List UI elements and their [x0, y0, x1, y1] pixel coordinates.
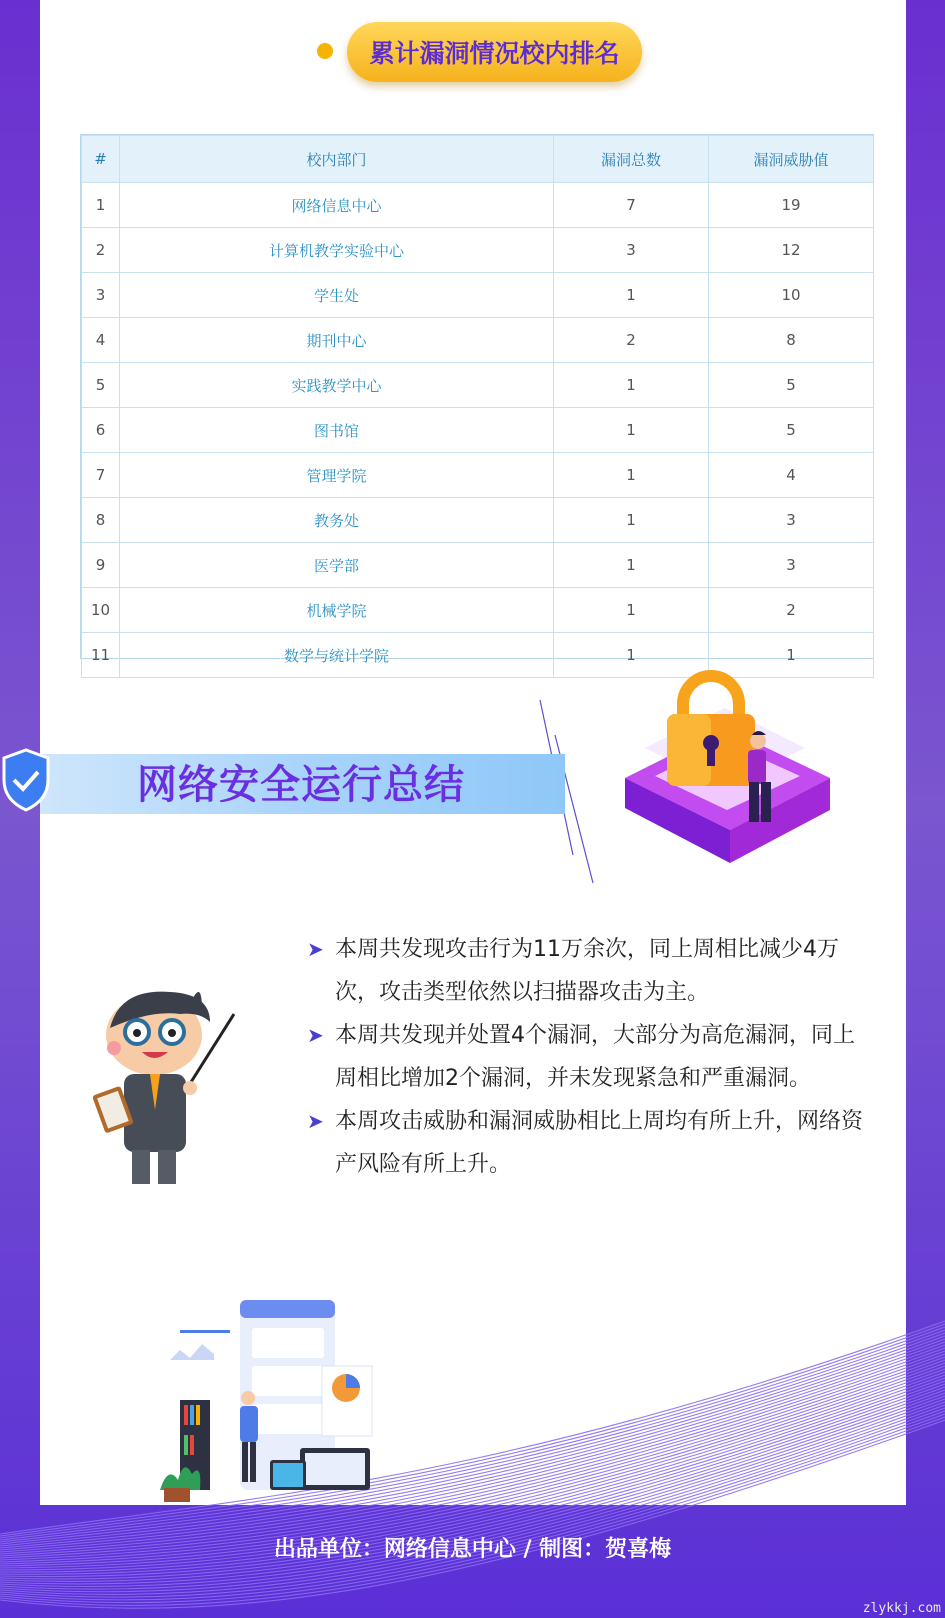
- cell-total: 1: [554, 453, 709, 498]
- cell-threat: 1: [709, 633, 874, 678]
- table-row: [82, 453, 874, 498]
- table-row: [82, 273, 874, 318]
- title-dot: [317, 43, 333, 59]
- cell-department: 数学与统计学院: [120, 633, 554, 678]
- section-title-ranking: 累计漏洞情况校内排名: [347, 22, 642, 82]
- table-row: [82, 408, 874, 453]
- wave-line: [0, 1321, 945, 1534]
- cell-total: 1: [554, 633, 709, 678]
- cell-threat: 5: [709, 408, 874, 453]
- cell-department: 医学部: [120, 543, 554, 588]
- cell-threat: 3: [709, 543, 874, 588]
- cell-department: 网络信息中心: [120, 183, 554, 228]
- vulnerability-ranking-table: [80, 134, 874, 665]
- cell-total: 7: [554, 183, 709, 228]
- summary-bullet-1: ➤ 本周共发现攻击行为11万余次，同上周相比减少4万次，攻击类型依然以扫描器攻击为主。: [305, 928, 875, 1014]
- cell-department: 图书馆: [120, 408, 554, 453]
- watermark: zlykkj.com: [862, 1601, 941, 1616]
- cell-threat: 2: [709, 588, 874, 633]
- footer-credit: 出品单位：网络信息中心 / 制图：贺喜梅: [273, 1537, 672, 1562]
- cell-index: 3: [82, 273, 120, 318]
- cell-department: 计算机教学实验中心: [120, 228, 554, 273]
- table-row: [82, 363, 874, 408]
- table-header-row: [82, 136, 874, 183]
- cell-threat: 19: [709, 183, 874, 228]
- cell-department: 实践教学中心: [120, 363, 554, 408]
- cell-index: 4: [82, 318, 120, 363]
- cell-index: 1: [82, 183, 120, 228]
- shield-check-icon: [0, 748, 52, 812]
- table-row: [82, 183, 874, 228]
- wave-line: [0, 1336, 945, 1544]
- section-title-summary: 网络安全运行总结: [137, 762, 465, 808]
- cell-department: 学生处: [120, 273, 554, 318]
- cell-total: 1: [554, 273, 709, 318]
- cell-total: 1: [554, 408, 709, 453]
- summary-bullet-2: ➤ 本周共发现并处置4个漏洞，大部分为高危漏洞，同上周相比增加2个漏洞，并未发现紧急和严重漏洞。: [305, 1014, 875, 1100]
- cell-threat: 4: [709, 453, 874, 498]
- cell-index: 7: [82, 453, 120, 498]
- cell-total: 1: [554, 363, 709, 408]
- cell-total: 3: [554, 228, 709, 273]
- header-department: 校内部门: [120, 136, 554, 183]
- header-threat: 漏洞威胁值: [709, 136, 874, 183]
- cell-total: 1: [554, 543, 709, 588]
- cell-threat: 12: [709, 228, 874, 273]
- wave-decoration: [0, 1300, 945, 1618]
- header-total: 漏洞总数: [554, 136, 709, 183]
- table-row: [82, 318, 874, 363]
- cell-department: 教务处: [120, 498, 554, 543]
- cell-index: 11: [82, 633, 120, 678]
- bullet-arrow-icon: ➤: [307, 1023, 324, 1047]
- summary-list: [305, 928, 875, 1186]
- cell-index: 8: [82, 498, 120, 543]
- cell-index: 6: [82, 408, 120, 453]
- dashboard-illustration: [150, 1300, 390, 1510]
- cell-index: 2: [82, 228, 120, 273]
- table-row: [82, 228, 874, 273]
- cell-total: 1: [554, 498, 709, 543]
- cell-threat: 3: [709, 498, 874, 543]
- padlock-illustration: [615, 668, 835, 873]
- table-row: [82, 543, 874, 588]
- cell-threat: 10: [709, 273, 874, 318]
- cell-department: 期刊中心: [120, 318, 554, 363]
- cell-threat: 8: [709, 318, 874, 363]
- cell-threat: 5: [709, 363, 874, 408]
- table-row: [82, 498, 874, 543]
- summary-bullet-3: ➤ 本周攻击威胁和漏洞威胁相比上周均有所上升，网络资产风险有所上升。: [305, 1100, 875, 1186]
- cell-total: 1: [554, 588, 709, 633]
- table-row: [82, 588, 874, 633]
- cell-total: 2: [554, 318, 709, 363]
- cell-index: 10: [82, 588, 120, 633]
- teacher-illustration: [92, 980, 242, 1190]
- cell-index: 5: [82, 363, 120, 408]
- cell-index: 9: [82, 543, 120, 588]
- header-index: #: [82, 136, 120, 183]
- bullet-arrow-icon: ➤: [307, 1109, 324, 1133]
- bullet-arrow-icon: ➤: [307, 937, 324, 961]
- cell-department: 管理学院: [120, 453, 554, 498]
- cell-department: 机械学院: [120, 588, 554, 633]
- wave-line: [0, 1330, 945, 1540]
